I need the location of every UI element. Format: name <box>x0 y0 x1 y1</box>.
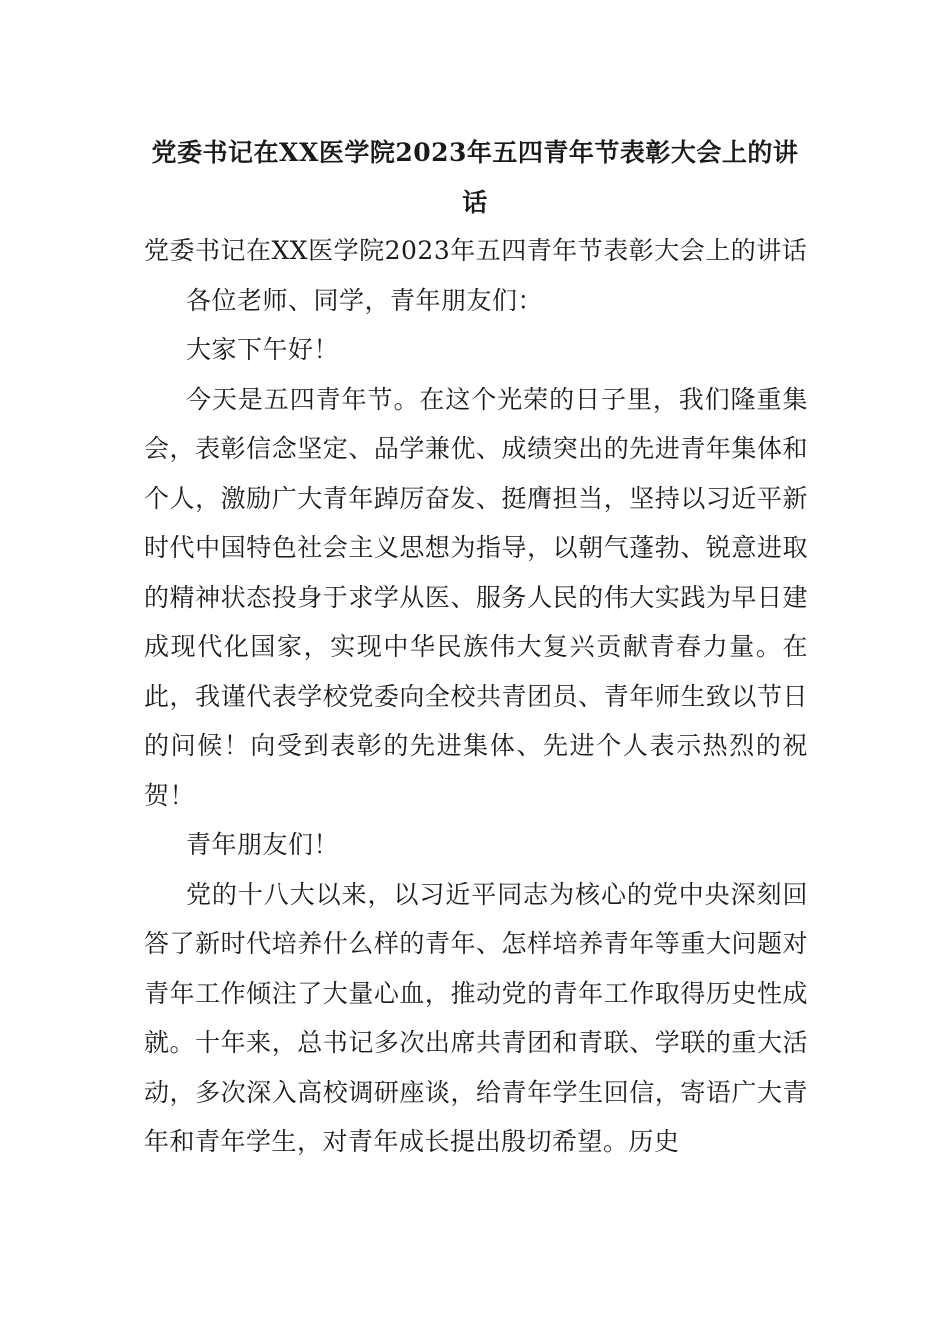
document-body <box>144 226 808 1167</box>
body-paragraph-2: 党的十八大以来，以习近平同志为核心的党中央深刻回答了新时代培养什么样的青年、怎样培养青年等重大问题对青年工作倾注了大量心血，推动党的青年工作取得历史性成就。十年来，总书记多次出席共青团和青联、学联的重大活动，多次深入高校调研座谈，给青年学生回信，寄语广大青年和青年学生，对青年成长提出殷切希望。历史 <box>144 879 808 1156</box>
body-paragraph-1: 今天是五四青年节。在这个光荣的日子里，我们隆重集会，表彰信念坚定、品学兼优、成绩突出的先进青年集体和个人，激励广大青年踔厉奋发、挺膺担当，坚持以习近平新时代中国特色社会主义思想为指导，以朝气蓬勃、锐意进取的精神状态投身于求学从医、服务人民的伟大实践为早日建成现代化国家，实现中华民族伟大复兴贡献青春力量。在此，我谨代表学校党委向全校共青团员、青年师生致以节日的问候！向受到表彰的先进集体、先进个人表示热烈的祝贺！ <box>144 384 808 810</box>
document-title: 党委书记在XX医学院2023年五四青年节表彰大会上的讲话 <box>151 138 799 217</box>
salutation: 各位老师、同学，青年朋友们： <box>186 285 544 315</box>
greeting: 大家下午好！ <box>186 335 340 364</box>
address-line: 青年朋友们！ <box>186 830 340 859</box>
repeated-title: 党委书记在XX医学院2023年五四青年节表彰大会上的讲话 <box>144 236 808 265</box>
